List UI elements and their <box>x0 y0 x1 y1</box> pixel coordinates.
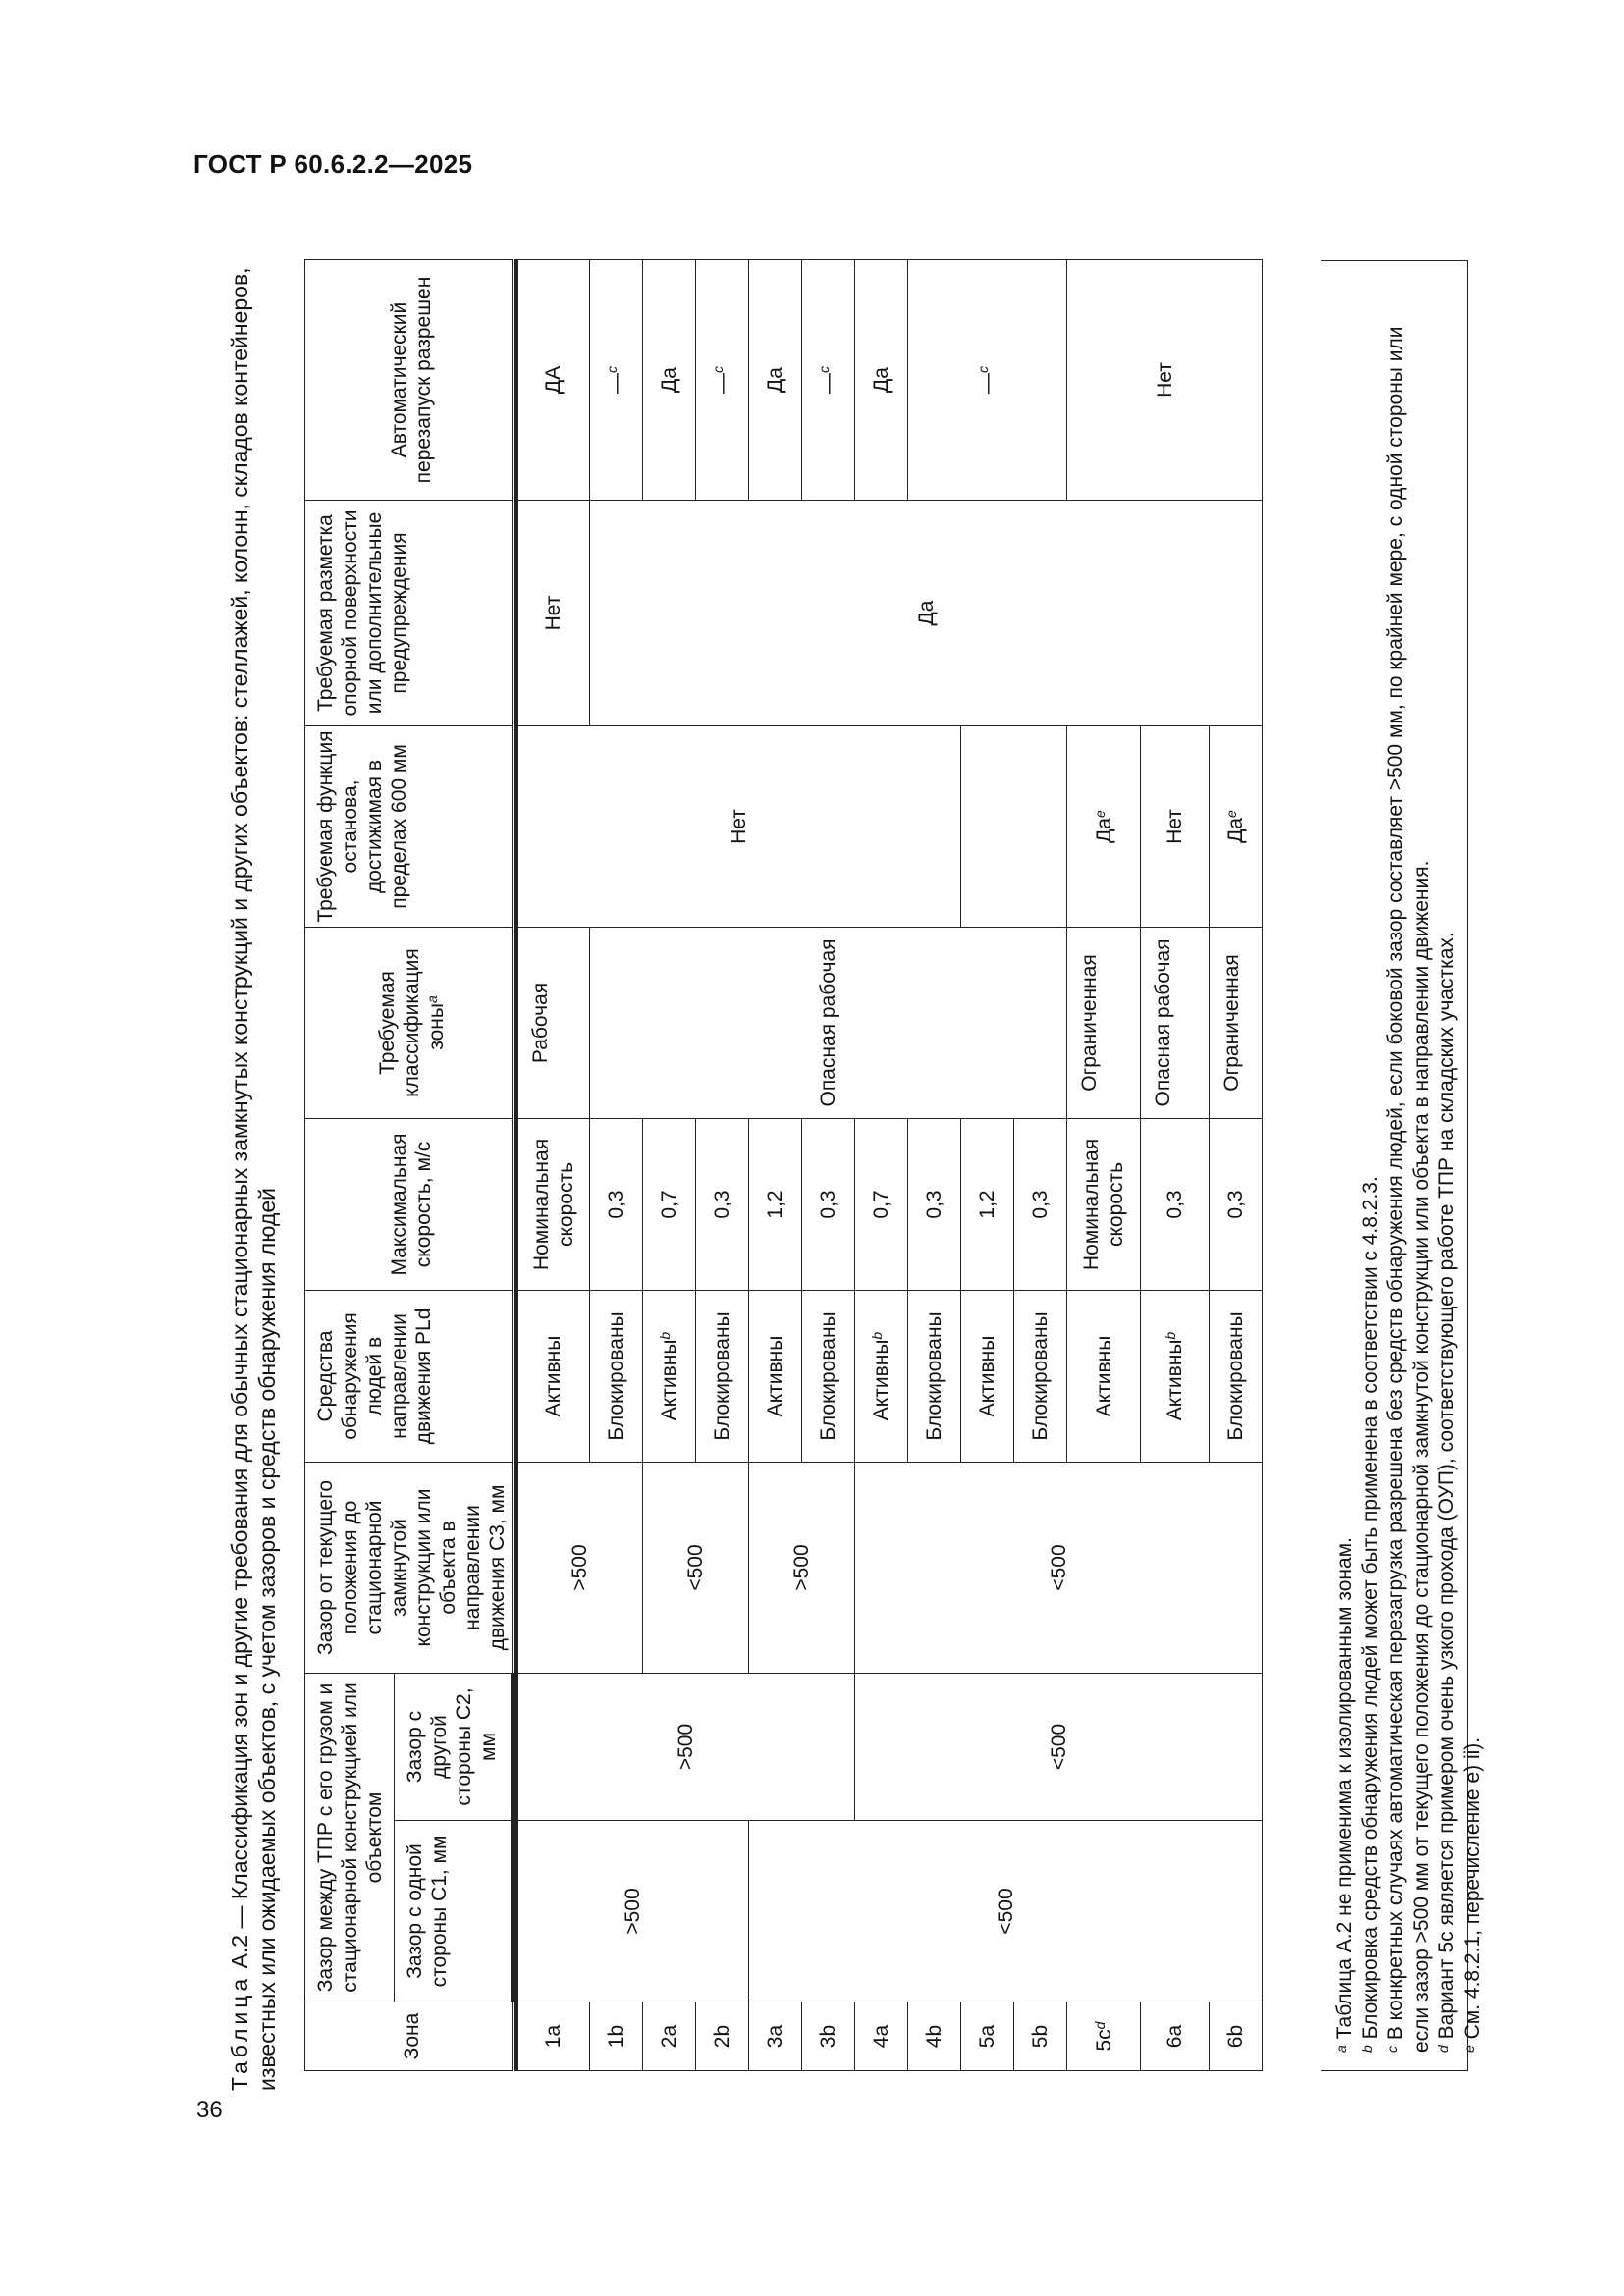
zone-class-cell: Ограниченная <box>1067 927 1141 1118</box>
note-marker: b <box>1359 2045 1375 2053</box>
detection-cell: Блокированы <box>908 1290 961 1462</box>
note-marker: a <box>1333 2045 1349 2053</box>
header-zone: Зона <box>305 2002 513 2071</box>
dash-text: — <box>817 372 839 394</box>
note-ref: b <box>1163 1331 1178 1340</box>
c2-cell: <500 <box>855 1673 1263 1820</box>
header-auto-restart: Автоматический перезапуск разрешен <box>305 259 513 500</box>
zone-text: 5c <box>1092 2029 1115 2052</box>
document-header: ГОСТ Р 60.6.2.2—2025 <box>193 149 473 179</box>
note-c <box>1383 279 1435 2053</box>
detection-cell: Блокированы <box>590 1290 643 1462</box>
c1-cell: <500 <box>749 1821 1263 2002</box>
detection-text: Активны <box>1164 1339 1186 1421</box>
table-notes <box>1321 260 1484 2071</box>
zone-cell: 1a <box>516 2002 590 2071</box>
zone-class-cell: Опасная рабочая <box>590 927 1067 1118</box>
note-text: См. 4.8.2.1, перечисление е) ii). <box>1461 1736 1484 2046</box>
header-max-speed: Максимальная скорость, м/с <box>305 1118 513 1290</box>
detection-text: Активны <box>870 1339 893 1421</box>
note-ref: d <box>1091 2021 1108 2030</box>
restart-cell: Да <box>643 259 696 500</box>
speed-cell: 0,3 <box>696 1118 749 1290</box>
note-ref: c <box>975 365 991 373</box>
detection-cell: Блокированы <box>696 1290 749 1462</box>
detection-cell: Блокированы <box>1210 1290 1263 1462</box>
header-gap-c3: Зазор от текущего положения до стационарной замкнутой конструкции или объекта в направлении движения С3, мм <box>305 1462 513 1673</box>
table-row <box>516 259 590 2070</box>
c3-cell: <500 <box>855 1462 1263 1673</box>
note-ref: c <box>816 365 832 373</box>
detection-cell: Активны <box>1067 1290 1141 1462</box>
page-number: 36 <box>196 2097 223 2123</box>
zone-cell: 5a <box>961 2002 1014 2071</box>
restart-cell <box>696 259 749 500</box>
zone-cell: 4a <box>855 2002 908 2071</box>
table-caption <box>226 240 281 2091</box>
zone-classification-table <box>304 259 1263 2071</box>
zone-cell: 5b <box>1014 2002 1067 2071</box>
speed-cell: 0,7 <box>855 1118 908 1290</box>
note-marker: c <box>1384 2046 1400 2053</box>
detection-cell <box>855 1290 908 1462</box>
detection-cell <box>643 1290 696 1462</box>
note-d <box>1435 279 1460 2053</box>
speed-cell: 0,3 <box>1210 1118 1263 1290</box>
zone-cell: 2b <box>696 2002 749 2071</box>
zone-cell: 6b <box>1210 2002 1263 2071</box>
note-text: Вариант 5с является примером очень узкого прохода (ОУП), соответствующего работе ТПР на складских участках. <box>1435 932 1458 2046</box>
speed-cell: 0,3 <box>590 1118 643 1290</box>
restart-cell: ДА <box>516 259 590 500</box>
zone-cell <box>1067 2002 1141 2071</box>
note-a <box>1332 279 1358 2053</box>
detection-cell: Активны <box>749 1290 802 1462</box>
restart-cell: Да <box>855 259 908 500</box>
header-stop-function: Требуемая функция останова, достижимая в пределах 600 мм <box>305 725 513 927</box>
marking-cell: Да <box>590 500 1263 725</box>
speed-cell: 0,3 <box>802 1118 855 1290</box>
c2-cell: >500 <box>516 1673 855 1820</box>
detection-cell <box>1141 1290 1210 1462</box>
note-text: Таблица А.2 не применима к изолированным зонам. <box>1333 1537 1356 2046</box>
zone-class-cell: Рабочая <box>516 927 590 1118</box>
header-marking: Требуемая разметка опорной поверхности или дополнительные предупреждения <box>305 500 513 725</box>
caption-label: Таблица <box>227 1974 252 2091</box>
speed-cell: Номинальная скорость <box>516 1118 590 1290</box>
dash-text: — <box>605 372 627 394</box>
speed-cell: 1,2 <box>749 1118 802 1290</box>
detection-cell: Блокированы <box>1014 1290 1067 1462</box>
zone-cell: 3a <box>749 2002 802 2071</box>
note-marker: e <box>1461 2045 1477 2053</box>
stop-text: Да <box>1092 817 1115 843</box>
note-ref: c <box>604 365 620 373</box>
stop-cell <box>1067 725 1141 927</box>
zone-class-cell: Опасная рабочая <box>1141 927 1210 1118</box>
header-zone-class-text: Требуемая классификация зоны <box>375 948 448 1097</box>
restart-cell <box>590 259 643 500</box>
note-text: В конкретных случаях автоматическая перезагрузка разрешена без средств обнаружения людей, если боковой зазор составляет >500 мм, по крайней мере, с одной стороны или если зазор >500 мм от текущего положения до стационарной замкнутой конструкции или объекта в направлении движения. <box>1384 326 1433 2053</box>
note-ref: c <box>710 365 726 373</box>
header-detection: Средства обнаружения людей в направлении движения PLd <box>305 1290 513 1462</box>
speed-cell: 0,7 <box>643 1118 696 1290</box>
note-ref: b <box>657 1331 673 1340</box>
detection-text: Активны <box>658 1339 680 1421</box>
restart-cell <box>908 259 1067 500</box>
header-gap-group: Зазор между ТПР с его грузом и стационарной конструкцией или объектом <box>305 1673 395 2002</box>
stop-cell-empty <box>961 725 1067 927</box>
zone-cell: 2a <box>643 2002 696 2071</box>
note-ref: b <box>869 1331 885 1340</box>
zone-cell: 3b <box>802 2002 855 2071</box>
header-gap-c2: Зазор с другой стороны С2, мм <box>395 1673 513 1820</box>
restart-cell: Нет <box>1067 259 1263 500</box>
restart-cell: Да <box>749 259 802 500</box>
marking-cell: Нет <box>516 500 590 725</box>
zone-cell: 4b <box>908 2002 961 2071</box>
note-marker: d <box>1435 2045 1451 2053</box>
speed-cell: 0,3 <box>1014 1118 1067 1290</box>
header-zone-class <box>305 927 513 1118</box>
speed-cell: Номинальная скорость <box>1067 1118 1141 1290</box>
c3-cell: >500 <box>749 1462 855 1673</box>
rotated-table-sheet <box>226 240 1484 2091</box>
detection-cell: Активны <box>961 1290 1014 1462</box>
zone-cell: 6a <box>1141 2002 1210 2071</box>
caption-text: А.2 — Классификация зон и другие требования для обычных стационарных замкнутых конструкций и других объектов: стеллажей, колонн, складов контейнеров, известных или ожидаемых объектов, с учетом зазоров и средств обнаружения людей <box>227 267 280 2091</box>
dash-text: — <box>976 372 999 394</box>
detection-cell: Активны <box>516 1290 590 1462</box>
zone-cell: 1b <box>590 2002 643 2071</box>
dash-text: — <box>711 372 733 394</box>
speed-cell: 1,2 <box>961 1118 1014 1290</box>
detection-cell: Блокированы <box>802 1290 855 1462</box>
stop-cell: Нет <box>1141 725 1210 927</box>
note-b <box>1358 279 1383 2053</box>
stop-cell: Нет <box>516 725 961 927</box>
header-zone-class-sup: a <box>423 995 440 1003</box>
note-text: Блокировка средств обнаружения людей может быть применена в соответствии с 4.8.2.3. <box>1359 1176 1381 2046</box>
note-ref: e <box>1091 810 1108 818</box>
speed-cell: 0,3 <box>908 1118 961 1290</box>
c3-cell: <500 <box>643 1462 749 1673</box>
note-e <box>1460 279 1486 2053</box>
zone-class-cell: Ограниченная <box>1210 927 1263 1118</box>
note-ref: e <box>1223 810 1239 818</box>
speed-cell: 0,3 <box>1141 1118 1210 1290</box>
stop-cell <box>1210 725 1263 927</box>
restart-cell <box>802 259 855 500</box>
c3-cell: >500 <box>516 1462 643 1673</box>
c1-cell: >500 <box>516 1821 749 2002</box>
stop-text: Да <box>1224 817 1247 843</box>
header-gap-c1: Зазор с одной стороны С1, мм <box>395 1821 513 2002</box>
